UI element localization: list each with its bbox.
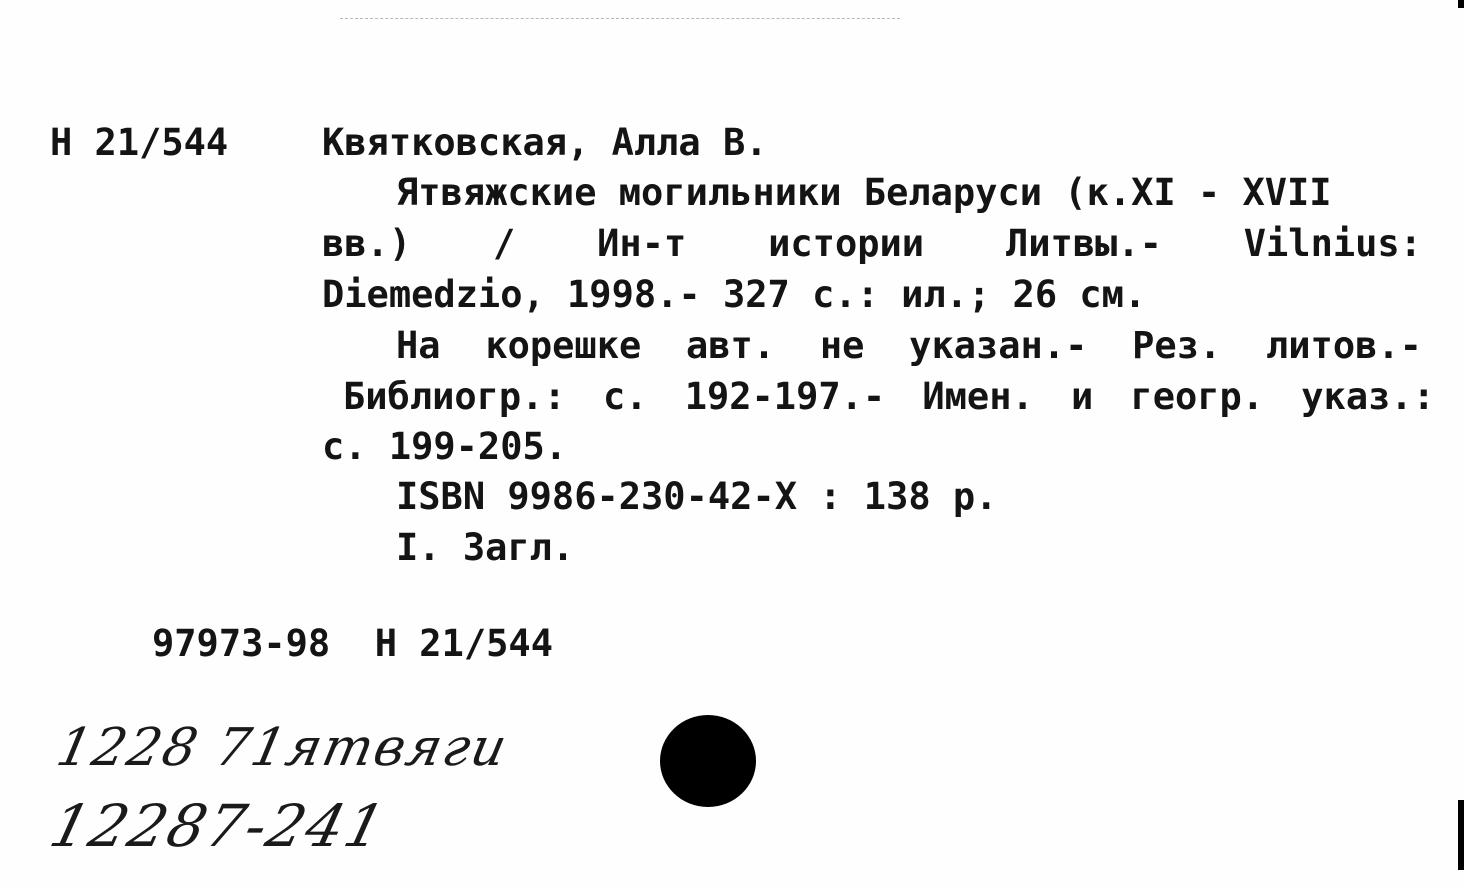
title-line-2-word: Литвы.- — [1005, 222, 1162, 265]
edge-mark — [1458, 800, 1464, 870]
notes-line-1-word: литов.- — [1266, 324, 1422, 367]
isbn-line: ISBN 9986-230-42-X : 138 р. — [396, 475, 998, 518]
notes-line-1-word: корешке — [485, 324, 642, 367]
notes-line-2-word: 192-197.- — [684, 375, 886, 418]
imprint-line: Diemedzio, 1998.- 327 с.: ил.; 26 см. — [322, 273, 1147, 316]
handwritten-note-2: 12287-241 — [43, 792, 394, 860]
shelf-mark: Н 21/544 — [50, 121, 229, 164]
title-line-2-word: Vilnius: — [1243, 222, 1422, 265]
notes-line-2 — [343, 375, 1435, 418]
accession-number: 97973-98 Н 21/544 — [152, 622, 553, 665]
top-dashed-rule — [340, 18, 900, 19]
notes-line-2-word: и — [1070, 375, 1094, 418]
handwritten-note-1: 1228 71ятвяги — [51, 718, 514, 778]
notes-line-2-word: Библиогр.: — [343, 375, 566, 418]
notes-line-2-word: Имен. — [922, 375, 1034, 418]
notes-line-1 — [396, 324, 1422, 367]
title-line-2 — [322, 222, 1422, 265]
notes-line-1-word: не — [819, 324, 865, 367]
notes-line-1-word: указан.- — [909, 324, 1088, 367]
notes-line-3: с. 199-205. — [322, 425, 568, 468]
title-line-2-word: / — [492, 222, 516, 265]
author-heading: Квятковская, Алла В. — [322, 121, 768, 164]
tracing-line: I. Загл. — [396, 526, 575, 569]
title-line-1: Ятвяжские могильники Беларуси (к.XI - XVII — [396, 171, 1332, 214]
notes-line-2-word: геогр. — [1130, 375, 1265, 418]
edge-mark — [1458, 0, 1464, 8]
punch-hole — [660, 715, 756, 807]
notes-line-1-word: авт. — [686, 324, 776, 367]
title-line-2-word: вв.) — [322, 222, 412, 265]
title-line-2-word: Ин-т — [597, 222, 687, 265]
notes-line-1-word: На — [396, 324, 441, 367]
notes-line-1-word: Рез. — [1132, 324, 1222, 367]
title-line-2-word: истории — [768, 222, 925, 265]
notes-line-2-word: указ.: — [1301, 375, 1435, 418]
notes-line-2-word: с. — [602, 375, 648, 418]
